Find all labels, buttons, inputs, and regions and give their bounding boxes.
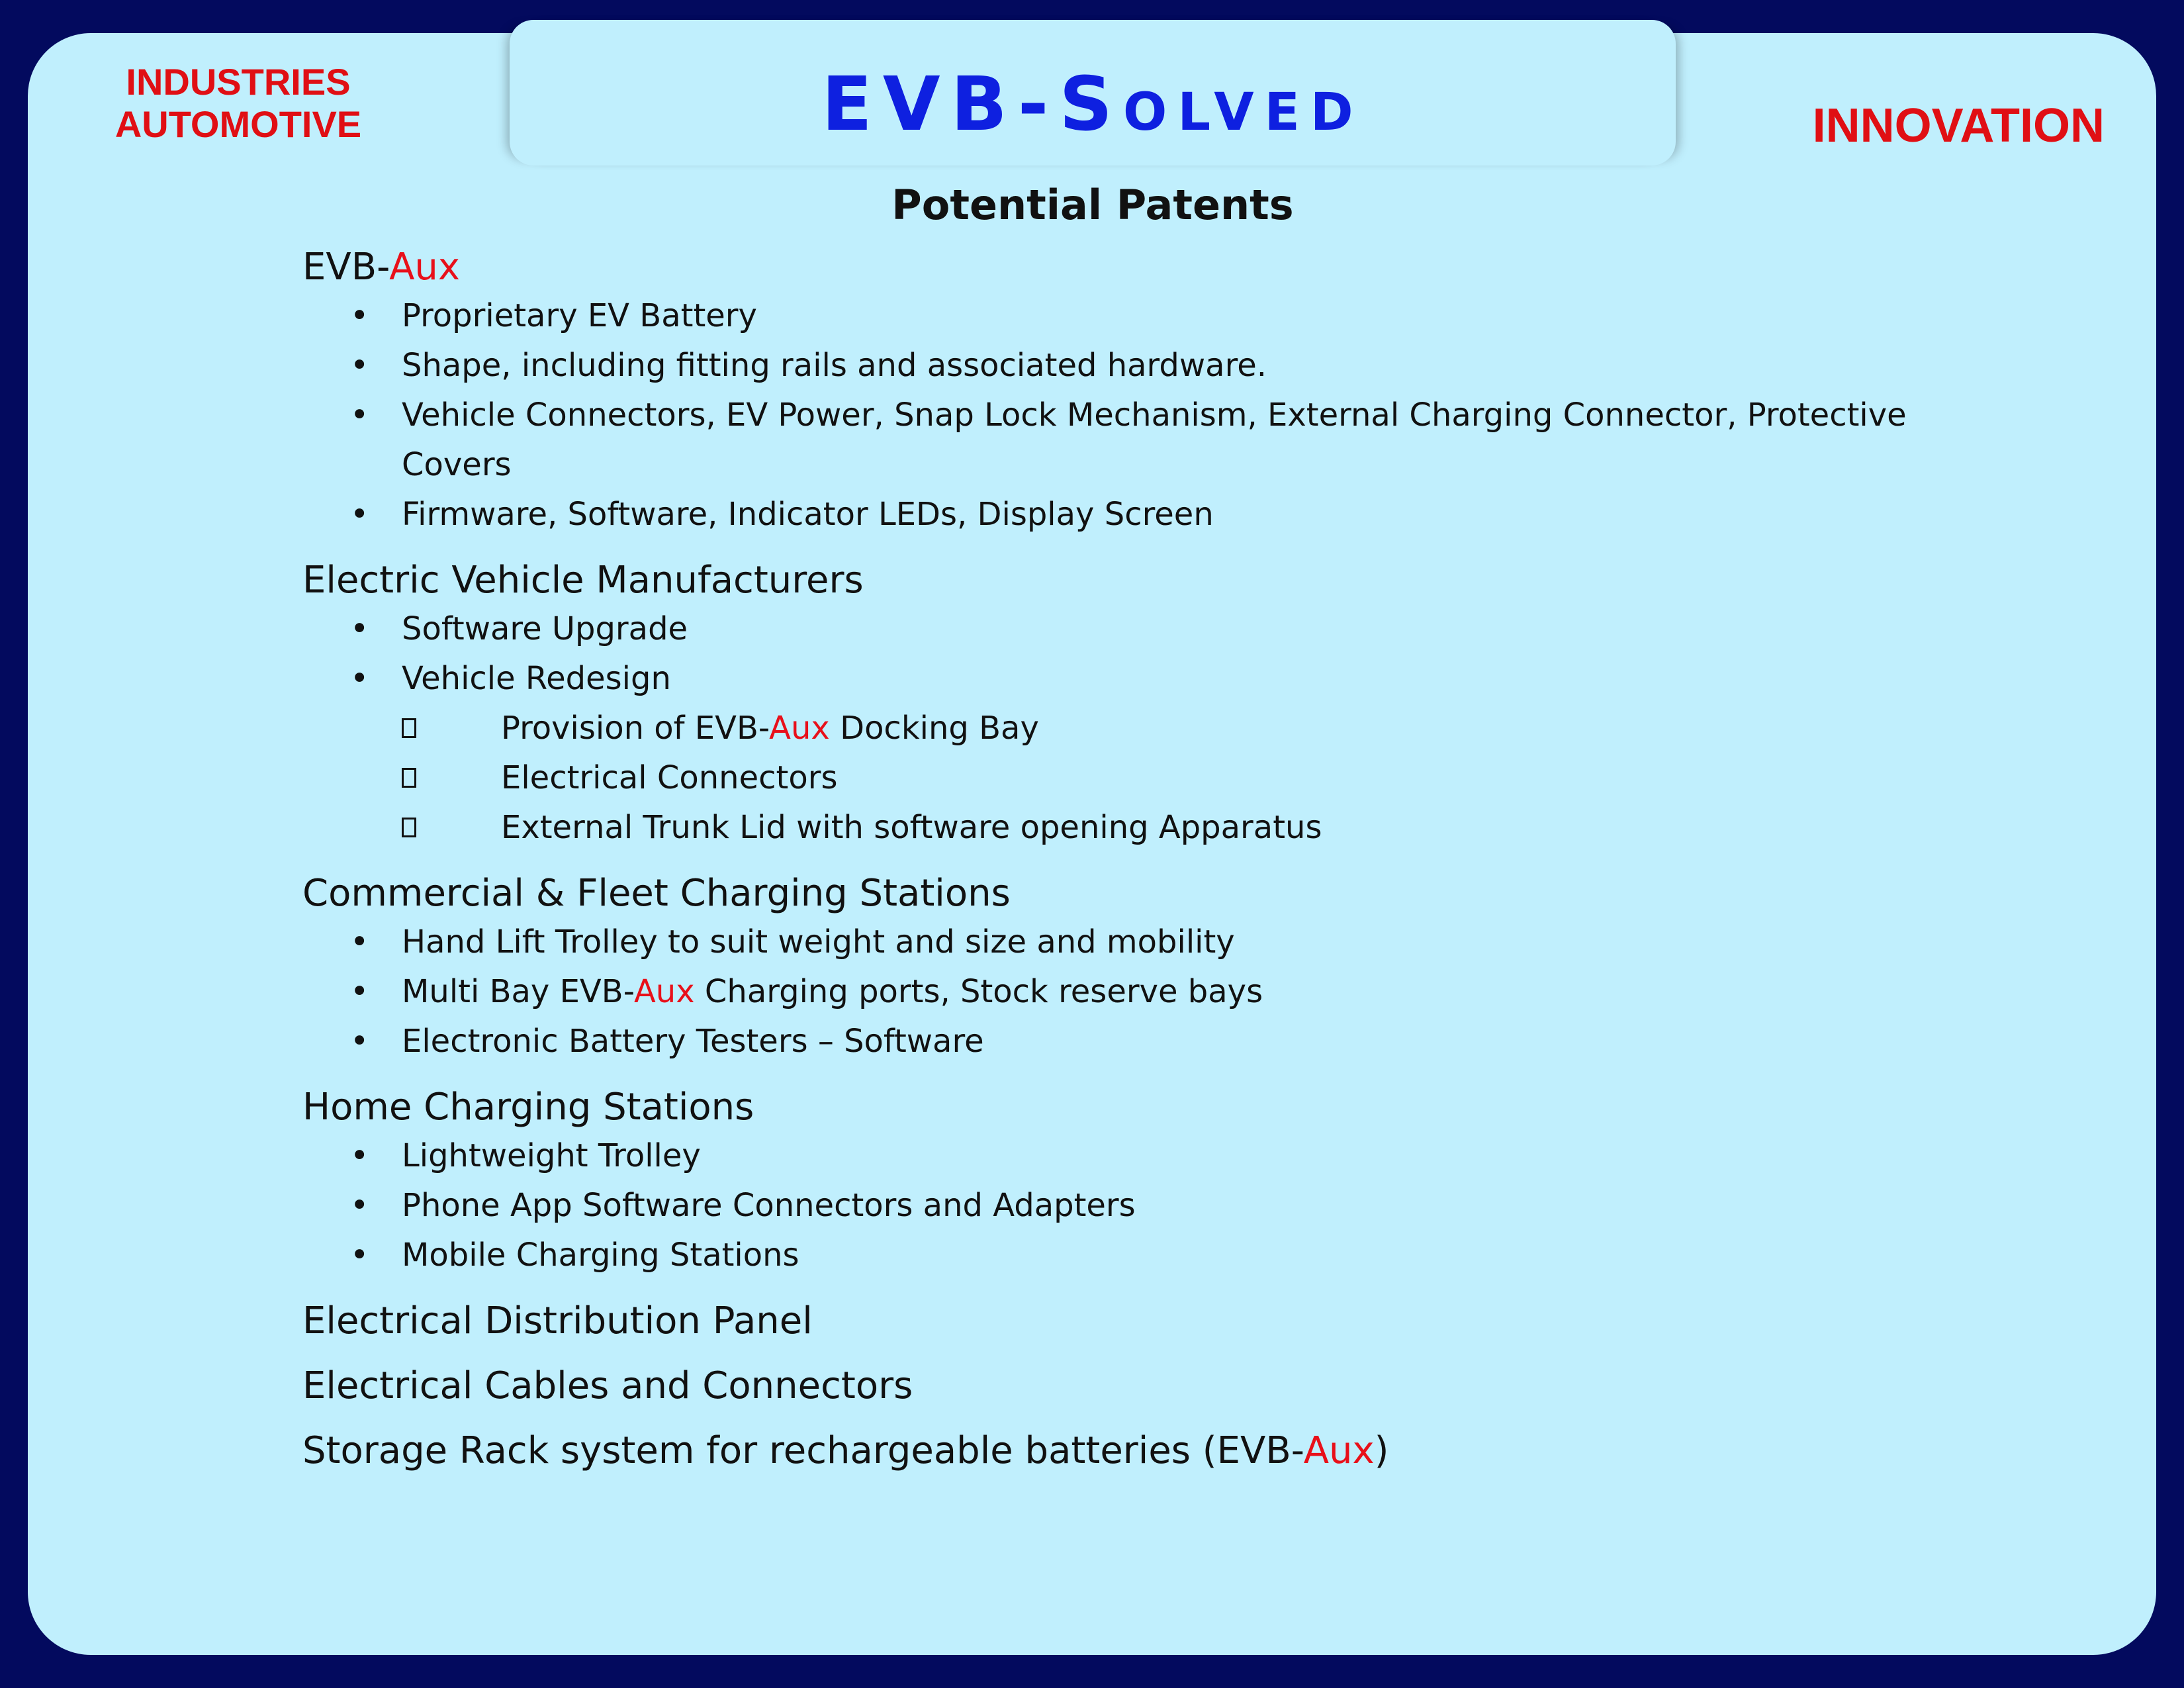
list-item-text: Vehicle Connectors, EV Power, Snap Lock Mechanism, External Charging Connector, Protective Covers [402,397,1907,483]
ev-manufacturers-items [302,604,1924,704]
sub-list-item [302,704,1924,753]
bullet-icon: • [350,1023,369,1060]
bullet-icon: • [350,923,369,961]
corner-right-label: INNOVATION [1812,99,2105,152]
corner-left-line-1: INDUSTRIES [126,61,351,103]
heading-prefix: Storage Rack system for rechargeable batteries (EVB- [302,1429,1304,1472]
section-heading-evb-aux [302,244,1924,291]
list-item-text: Vehicle Redesign [402,660,671,697]
bullet-icon: • [350,1187,369,1224]
list-item [302,1231,1924,1280]
section-heading-cables-connectors: Electrical Cables and Connectors [302,1364,913,1407]
bullet-icon: • [350,1237,369,1274]
list-item-text: Proprietary EV Battery [402,297,757,334]
corner-left-label [60,61,417,146]
list-item [302,391,1924,490]
bullet-icon: • [350,347,369,384]
bullet-icon: • [350,660,369,697]
bullet-icon: • [350,1137,369,1174]
vehicle-redesign-subitems [302,704,1924,853]
list-item-text: Electronic Battery Testers – Software [402,1023,984,1060]
bullet-icon: • [350,496,369,533]
sub-item-suffix: Docking Bay [829,710,1039,747]
list-item-prefix: Multi Bay EVB- [402,973,634,1010]
list-item [302,1181,1924,1231]
bullet-icon: • [350,610,369,647]
section-heading-home-charging: Home Charging Stations [302,1086,754,1129]
heading-prefix: EVB- [302,246,390,289]
sub-item-highlight: Aux [769,710,830,747]
list-item-text: Shape, including fitting rails and associated hardware. [402,347,1267,384]
list-item [302,917,1924,967]
list-item [302,1017,1924,1066]
page-subtitle: Potential Patents [891,181,1294,229]
box-bullet-icon [402,818,416,837]
home-charging-items [302,1131,1924,1280]
list-item [302,654,1924,704]
bullet-icon: • [350,297,369,334]
section-heading-distribution-panel: Electrical Distribution Panel [302,1299,813,1342]
list-item-text: Software Upgrade [402,610,688,647]
sub-list-item [302,803,1924,853]
list-item [302,341,1924,391]
section-heading-commercial-fleet: Commercial & Fleet Charging Stations [302,872,1011,915]
commercial-fleet-items [302,917,1924,1066]
section-heading-storage-rack [302,1427,1924,1475]
list-item-highlight: Aux [633,973,695,1010]
evb-aux-items [302,291,1924,539]
list-item [302,1131,1924,1181]
list-item [302,490,1924,539]
list-item [302,604,1924,654]
brand-title: EVB-Solved [821,62,1364,148]
heading-suffix: ) [1374,1429,1389,1472]
list-item-text: Hand Lift Trolley to suit weight and size and mobility [402,923,1235,961]
list-item-text: Phone App Software Connectors and Adapters [402,1187,1136,1224]
sub-item-text: External Trunk Lid with software opening Apparatus [501,809,1322,846]
list-item [302,291,1924,341]
patent-list [302,244,1924,1475]
bullet-icon: • [350,973,369,1010]
corner-left-line-2: AUTOMOTIVE [114,103,362,145]
box-bullet-icon [402,718,416,738]
list-item [302,967,1924,1017]
list-item-text: Firmware, Software, Indicator LEDs, Display Screen [402,496,1214,533]
sub-item-text: Electrical Connectors [501,759,838,796]
list-item-suffix: Charging ports, Stock reserve bays [694,973,1263,1010]
heading-highlight: Aux [389,246,461,289]
section-heading-ev-manufacturers: Electric Vehicle Manufacturers [302,559,864,602]
list-item-text: Mobile Charging Stations [402,1237,799,1274]
heading-highlight: Aux [1303,1429,1375,1472]
list-item-text: Lightweight Trolley [402,1137,701,1174]
bullet-icon: • [350,397,369,434]
box-bullet-icon [402,768,416,788]
sub-list-item [302,753,1924,803]
sub-item-prefix: Provision of EVB- [501,710,770,747]
